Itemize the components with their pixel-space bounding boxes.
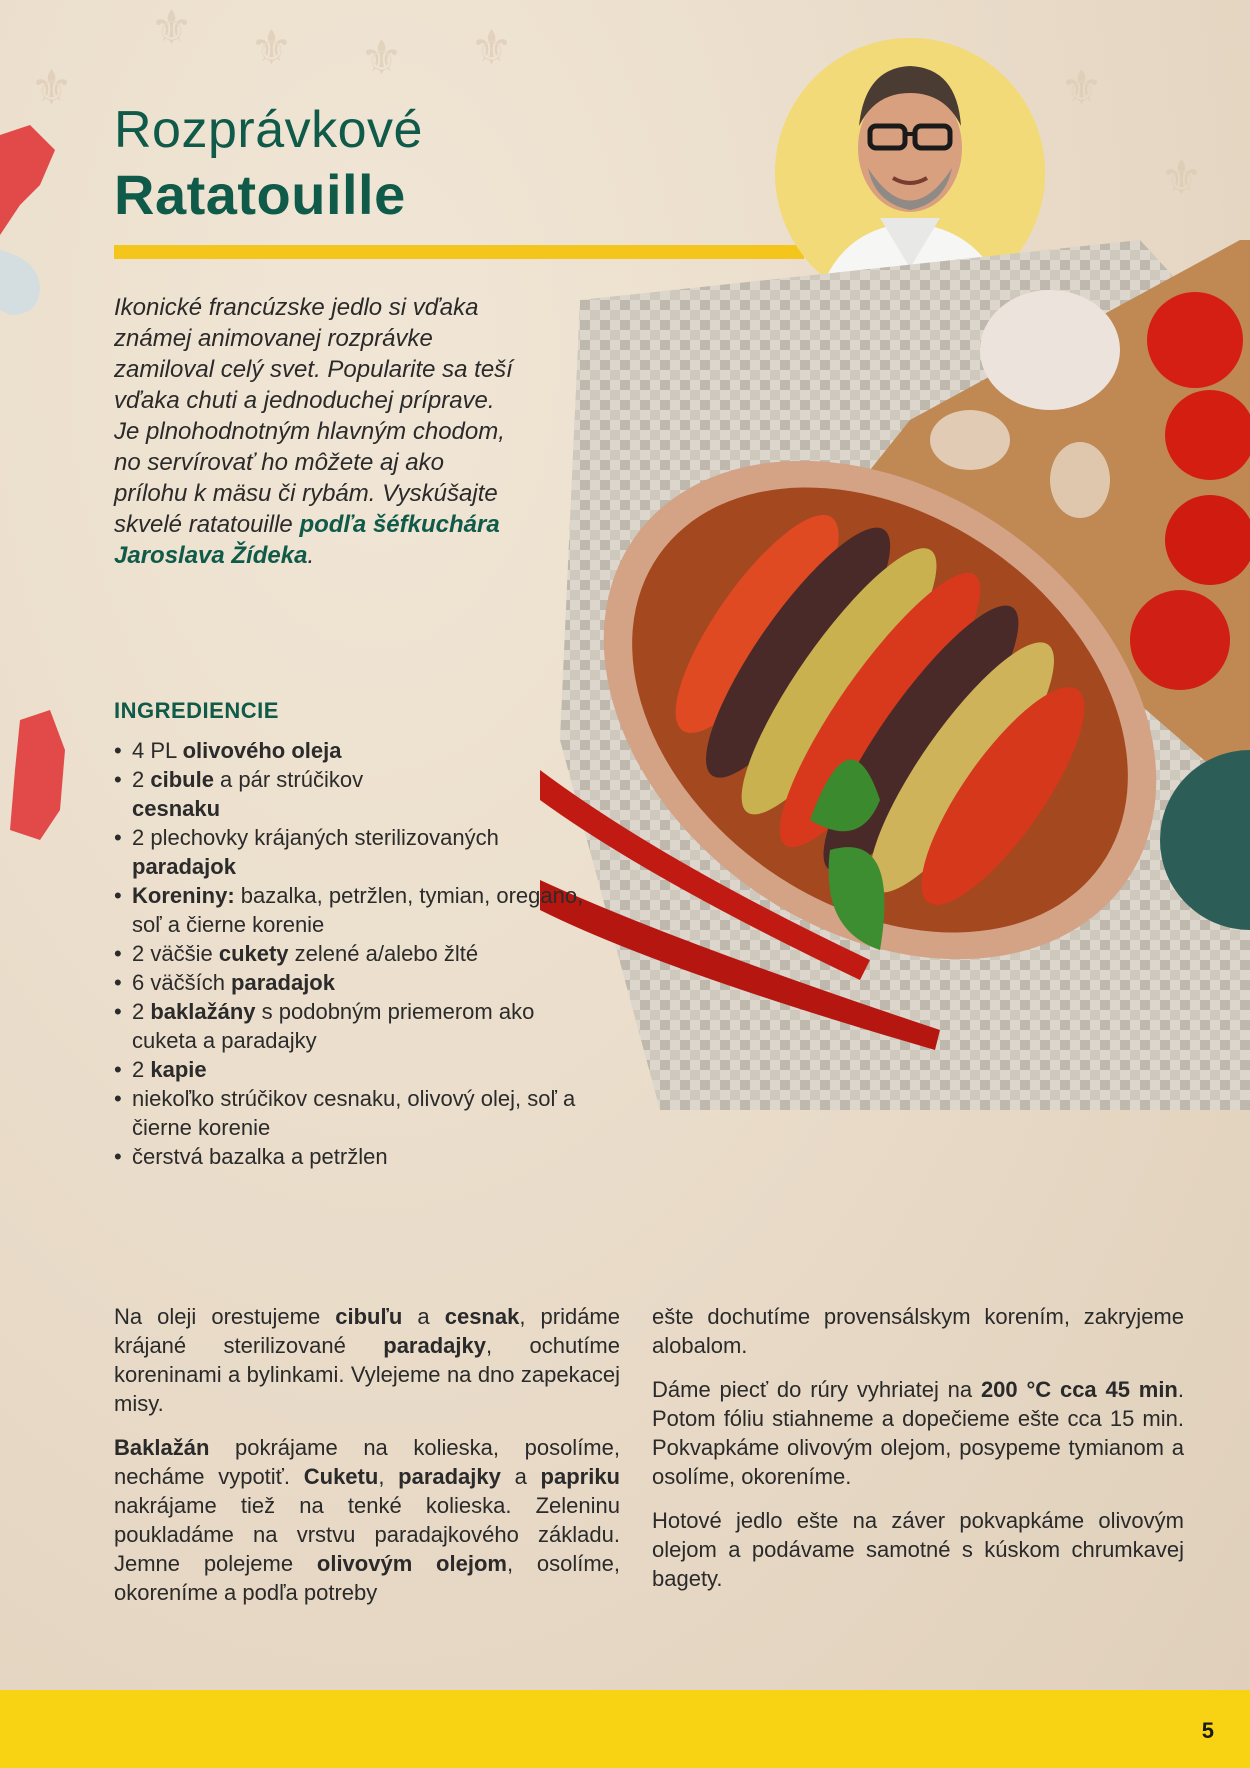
step-paragraph: Na oleji orestujeme cibuľu a cesnak, pridáme krájané sterilizované paradajky, ochutíme koreninami a bylinkami. Vylejeme na dno zapekacej misy. (114, 1304, 620, 1416)
ingredient-item: • 6 väčších paradajok (114, 968, 594, 997)
ingredients-heading: INGREDIENCIE (114, 698, 279, 723)
ingredient-item: • 4 PL olivového oleja (114, 736, 594, 765)
page-number: 5 (1201, 1718, 1214, 1743)
fleur-icon: ⚜ (30, 62, 74, 115)
step-paragraph: Hotové jedlo ešte na záver pokvapkáme olivovým olejom a podávame samotné s kúskom chrumkavej bagety. (652, 1508, 1184, 1591)
step-paragraph: ešte dochutíme provensálskym korením, zakryjeme alobalom. (652, 1304, 1184, 1358)
red-decor-shape (0, 125, 60, 245)
fleur-icon: ⚜ (1060, 62, 1104, 115)
fleur-icon: ⚜ (150, 2, 194, 55)
ingredients-list (114, 736, 594, 1171)
ingredient-item: • 2 baklažány s podobným priemerom ako cuketa a paradajky (114, 997, 594, 1055)
red-decor-shape (10, 710, 70, 850)
fleur-icon: ⚜ (470, 22, 514, 75)
ingredient-item: • 2 kapie (114, 1055, 594, 1084)
intro-paragraph: Ikonické francúzske jedlo si vďaka známej animovanej rozprávke zamiloval celý svet. Popularite sa teší vďaka chuti a jednoduchej príprave. Je plnohodnotným hlavným chodom, no servírovať ho môžete aj ako prílohu k mäsu či rybám. Vyskúšajte skvelé ratatouille podľa šéfkuchára Jaroslava Žídeka. (114, 294, 513, 569)
spoon-decor (0, 230, 48, 320)
title-line2: Ratatouille (114, 163, 406, 226)
footer-bar (0, 1690, 1250, 1768)
ratatouille-photo (540, 240, 1250, 1140)
fleur-icon: ⚜ (360, 32, 404, 85)
chef-credit: podľa šéfkuchára Jaroslava Žídeka (114, 511, 500, 569)
fleur-icon: ⚜ (250, 22, 294, 75)
step-paragraph: Dáme piecť do rúry vyhriatej na 200 °C cca 45 min. Potom fóliu stiahneme a dopečieme ešte cca 15 min. Pokvapkáme olivovým olejom, posypeme tymianom a osolíme, okoreníme. (652, 1377, 1184, 1489)
instructions-right (652, 1302, 1184, 1608)
ingredient-item: • čerstvá bazalka a petržlen (114, 1142, 594, 1171)
ingredient-item: • Koreniny: bazalka, petržlen, tymian, oregano, soľ a čierne korenie (114, 881, 594, 939)
title-line1: Rozprávkové (114, 101, 423, 159)
ingredient-item: • niekoľko strúčikov cesnaku, olivový olej, soľ a čierne korenie (114, 1084, 594, 1142)
step-paragraph: Baklažán pokrájame na kolieska, posolíme, necháme vypotiť. Cuketu, paradajky a papriku nakrájame tiež na tenké kolieska. Zeleninu poukladáme na vrstvu paradajkového základu. Jemne polejeme olivovým olejom, osolíme, okoreníme a podľa potreby (114, 1435, 620, 1605)
fleur-icon: ⚜ (1160, 152, 1204, 205)
ingredient-item: • 2 väčšie cukety zelené a/alebo žlté (114, 939, 594, 968)
ingredient-item: • 2 plechovky krájaných sterilizovaných paradajok (114, 823, 594, 881)
ingredient-item: • 2 cibule a pár strúčikov cesnaku (114, 765, 594, 823)
instructions-left (114, 1302, 620, 1622)
